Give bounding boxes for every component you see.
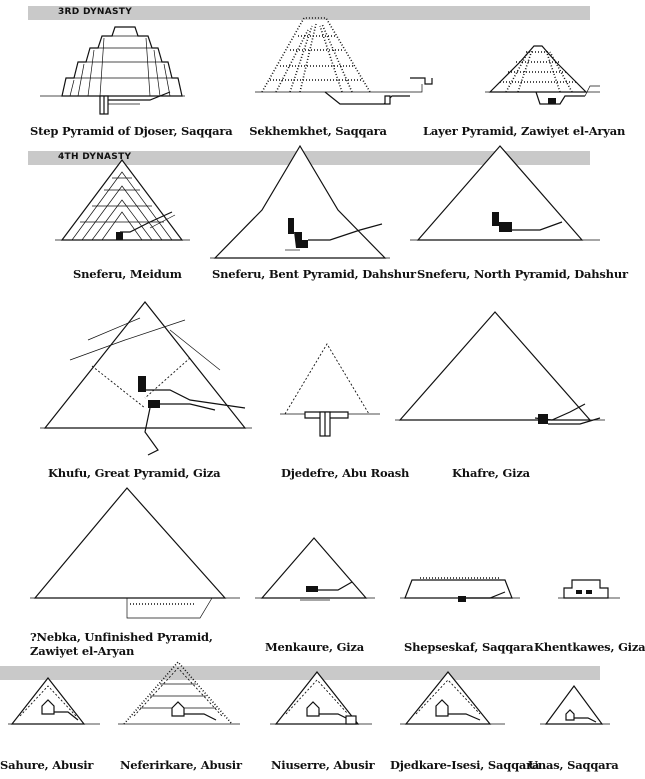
section-label: 3RD DYNASTY [58, 7, 133, 17]
khentkawes-section [558, 580, 620, 598]
nebka-section [30, 488, 240, 618]
bent-pyramid-section [210, 146, 390, 258]
section-label: 4TH DYNASTY [58, 152, 132, 162]
caption-shepseskaf: Shepseskaf, Saqqara [404, 640, 534, 654]
caption-khafre: Khafre, Giza [452, 466, 530, 480]
north-pyramid-section [410, 146, 600, 240]
caption-meidum: Sneferu, Meidum [73, 267, 182, 281]
caption-zawiyet-layer: Layer Pyramid, Zawiyet el-Aryan [423, 124, 626, 138]
caption-khentkawes: Khentkawes, Giza [534, 640, 645, 654]
meidum-section [55, 160, 190, 240]
khufu-section [40, 302, 252, 455]
caption-nebka-line1: ?Nebka, Unfinished Pyramid, [30, 630, 213, 644]
sekhemkhet-section [255, 18, 432, 104]
menkaure-section [255, 538, 375, 600]
caption-djedkare: Djedkare-Isesi, Saqqara [390, 758, 540, 772]
caption-unas: Unas, Saqqara [528, 758, 619, 772]
djedefre-section [280, 344, 380, 436]
djoser-section [40, 27, 185, 114]
caption-djedefre: Djedefre, Abu Roash [281, 466, 410, 480]
sahure-section [8, 678, 100, 724]
caption-north: Sneferu, North Pyramid, Dahshur [417, 267, 628, 281]
caption-khufu: Khufu, Great Pyramid, Giza [48, 466, 221, 480]
neferirkare-section [118, 662, 240, 724]
unas-section [540, 686, 610, 724]
caption-nebka-line2: Zawiyet el-Aryan [30, 644, 135, 658]
caption-sahure: Sahure, Abusir [0, 758, 94, 772]
shepseskaf-section [400, 578, 520, 602]
caption-sekhemkhet: Sekhemkhet, Saqqara [249, 124, 387, 138]
caption-menkaure: Menkaure, Giza [265, 640, 364, 654]
caption-bent: Sneferu, Bent Pyramid, Dahshur [212, 267, 416, 281]
djedkare-section [400, 672, 505, 724]
khafre-section [395, 312, 605, 424]
caption-neferirkare: Neferirkare, Abusir [120, 758, 242, 772]
caption-djoser: Step Pyramid of Djoser, Saqqara [30, 124, 233, 138]
niuserre-section [270, 672, 372, 724]
zawiyet-layer-section [485, 46, 600, 104]
caption-niuserre: Niuserre, Abusir [271, 758, 375, 772]
